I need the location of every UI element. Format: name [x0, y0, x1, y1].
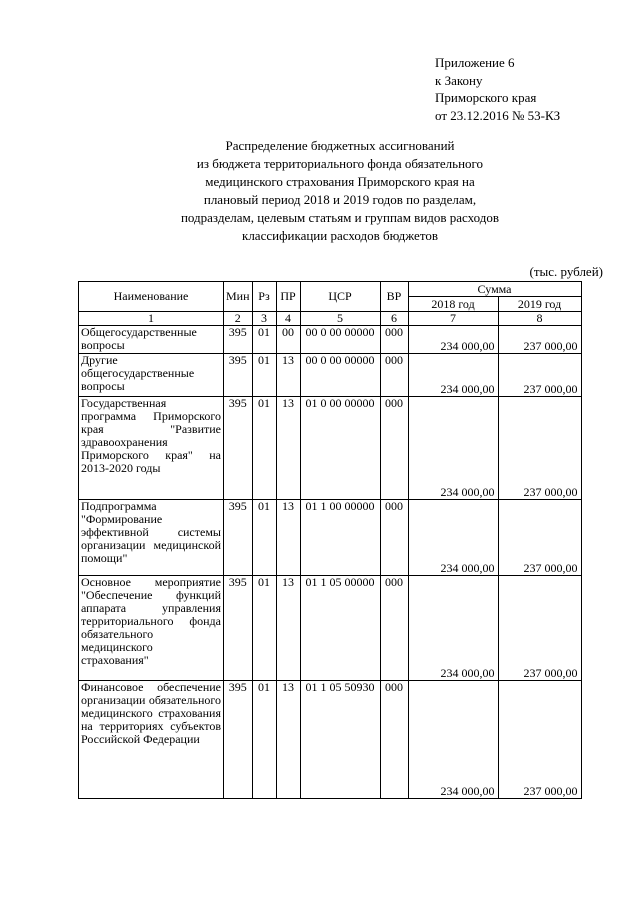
- row-sum-2018: 234 000,00: [408, 681, 498, 799]
- budget-table: [78, 281, 582, 799]
- column-index: 6: [380, 312, 408, 326]
- row-min: 395: [224, 354, 253, 397]
- row-csr: 01 1 00 00000: [300, 500, 380, 576]
- header-rz: Рз: [252, 282, 276, 312]
- row-vr: 000: [380, 326, 408, 354]
- row-csr: 00 0 00 00000: [300, 326, 380, 354]
- table-row: [79, 354, 582, 397]
- row-rz: 01: [252, 397, 276, 500]
- row-name: Подпрограмма "Формирование эффективной системы организации медицинской помощи": [79, 500, 224, 576]
- row-vr: 000: [380, 354, 408, 397]
- title-line: из бюджета территориального фонда обязательного: [196, 156, 484, 171]
- row-name: Финансовое обеспечение организации обязательного медицинского страхования на территориях субъектов Российской Федерации: [79, 681, 224, 799]
- appendix-line: Приложение 6: [435, 55, 515, 70]
- row-pr: 13: [276, 681, 300, 799]
- row-rz: 01: [252, 576, 276, 681]
- appendix-line: Приморского края: [435, 90, 537, 105]
- table-row: [79, 576, 582, 681]
- row-sum-2019: 237 000,00: [498, 681, 581, 799]
- row-rz: 01: [252, 681, 276, 799]
- table-row: [79, 326, 582, 354]
- column-index: 8: [498, 312, 581, 326]
- header-csr: ЦСР: [300, 282, 380, 312]
- header-year-2018: 2018 год: [408, 297, 498, 312]
- row-sum-2019: 237 000,00: [498, 500, 581, 576]
- units-label: (тыс. рублей): [529, 264, 603, 279]
- column-index-row: [79, 312, 582, 326]
- row-min: 395: [224, 397, 253, 500]
- row-rz: 01: [252, 500, 276, 576]
- column-index: 2: [224, 312, 253, 326]
- appendix-line: к Закону: [435, 72, 483, 88]
- title-line: классификации расходов бюджетов: [242, 228, 438, 243]
- header-name: Наименование: [79, 282, 224, 312]
- row-rz: 01: [252, 326, 276, 354]
- row-sum-2018: 234 000,00: [408, 397, 498, 500]
- row-csr: 01 0 00 00000: [300, 397, 380, 500]
- row-pr: 00: [276, 326, 300, 354]
- row-pr: 13: [276, 397, 300, 500]
- row-min: 395: [224, 576, 253, 681]
- row-pr: 13: [276, 576, 300, 681]
- row-rz: 01: [252, 354, 276, 397]
- row-vr: 000: [380, 576, 408, 681]
- row-csr: 00 0 00 00000: [300, 354, 380, 397]
- header-min: Мин: [224, 282, 253, 312]
- row-vr: 000: [380, 681, 408, 799]
- row-csr: 01 1 05 00000: [300, 576, 380, 681]
- row-name: Государственная программа Приморского края "Развитие здравоохранения Приморского края" на 2013-2020 годы: [79, 397, 224, 500]
- table-row: [79, 500, 582, 576]
- row-sum-2019: 237 000,00: [498, 354, 581, 397]
- document-title: [60, 137, 620, 245]
- title-line: Распределение бюджетных ассигнований: [225, 138, 455, 153]
- row-vr: 000: [380, 397, 408, 500]
- title-line: плановый период 2018 и 2019 годов по разделам,: [203, 192, 477, 207]
- row-name: Основное мероприятие "Обеспечение функций аппарата управления территориального фонда обязательного медицинского страхования": [79, 576, 224, 681]
- row-sum-2018: 234 000,00: [408, 576, 498, 681]
- title-line: подразделам, целевым статьям и группам видов расходов: [180, 210, 500, 225]
- column-index: 7: [408, 312, 498, 326]
- header-year-2019: 2019 год: [498, 297, 581, 312]
- appendix-reference: [435, 54, 560, 124]
- appendix-line: от 23.12.2016 № 53-КЗ: [435, 107, 561, 123]
- header-vr: ВР: [380, 282, 408, 312]
- header-sum: Сумма: [408, 282, 581, 297]
- row-pr: 13: [276, 500, 300, 576]
- row-vr: 000: [380, 500, 408, 576]
- row-sum-2019: 237 000,00: [498, 397, 581, 500]
- row-sum-2018: 234 000,00: [408, 354, 498, 397]
- column-index: 3: [252, 312, 276, 326]
- row-sum-2018: 234 000,00: [408, 326, 498, 354]
- column-index: 5: [300, 312, 380, 326]
- row-name: Общегосударственные вопросы: [79, 326, 224, 354]
- row-min: 395: [224, 681, 253, 799]
- column-index: 4: [276, 312, 300, 326]
- column-index: 1: [79, 312, 224, 326]
- row-pr: 13: [276, 354, 300, 397]
- row-name: Другие общегосударственные вопросы: [79, 354, 224, 397]
- title-line: медицинского страхования Приморского края на: [205, 174, 475, 189]
- row-csr: 01 1 05 50930: [300, 681, 380, 799]
- row-sum-2019: 237 000,00: [498, 326, 581, 354]
- row-sum-2018: 234 000,00: [408, 500, 498, 576]
- row-min: 395: [224, 326, 253, 354]
- row-sum-2019: 237 000,00: [498, 576, 581, 681]
- table-row: [79, 681, 582, 799]
- table-row: [79, 397, 582, 500]
- row-min: 395: [224, 500, 253, 576]
- header-pr: ПР: [276, 282, 300, 312]
